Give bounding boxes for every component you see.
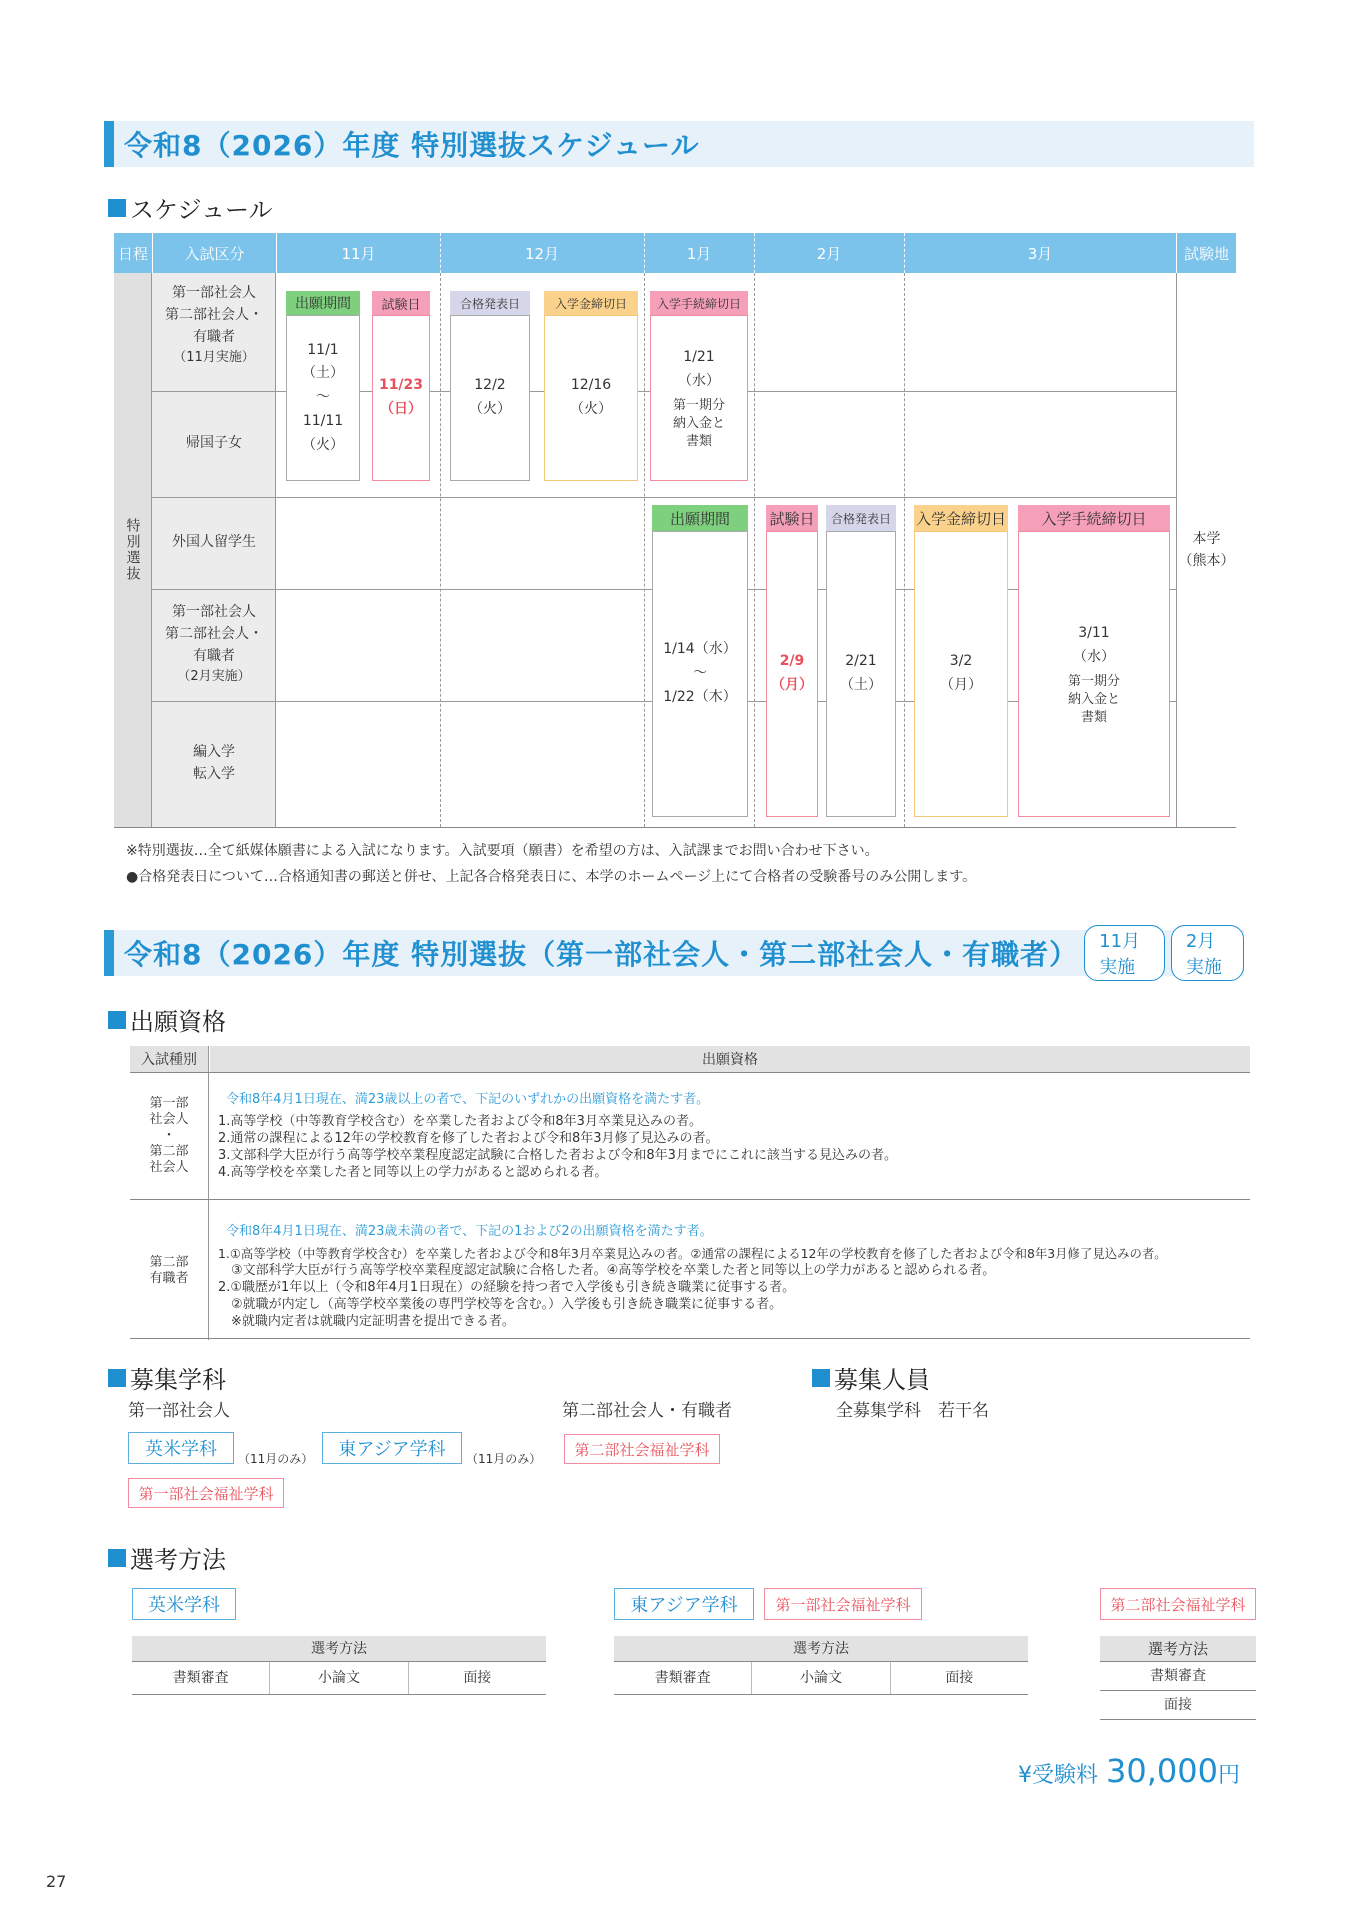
selection-table-welfare-second: 選考方法 書類審査 面接: [1100, 1636, 1256, 1720]
note-paper-application: ※特別選抜…全て紙媒体願書による入試になります。入試要項（願書）を希望の方は、入試課までお問い合わせ下さい。: [126, 843, 879, 859]
event-result-feb: 2/21 （土）: [826, 531, 896, 817]
selection-table-east-asia: 選考方法 書類審査 小論文 面接: [614, 1636, 1028, 1695]
label-result-feb: 合格発表日: [826, 505, 896, 531]
label-exam-feb: 試験日: [766, 505, 818, 531]
label-apply-feb: 出願期間: [652, 505, 748, 531]
label-fee-feb: 入学金締切日: [914, 505, 1008, 531]
label-proc-feb: 入学手続締切日: [1018, 505, 1170, 531]
qual-type-first: 第一部 社会人 ・ 第二部 社会人: [149, 1096, 189, 1175]
event-exam-feb: 2/9 （月）: [766, 531, 818, 817]
sel-tag-east-asia: 東アジア学科: [614, 1588, 754, 1620]
dept-note-east-asia: （11月のみ）: [466, 1452, 542, 1466]
row-label-returnee: 帰国子女: [186, 435, 242, 452]
sel-tag-welfare-first: 第一部社会福祉学科: [764, 1588, 922, 1620]
capacity-text: 全募集学科 若干名: [836, 1401, 989, 1421]
schedule-table: [114, 233, 1236, 827]
row-label-transfer: 編入学 転入学: [193, 744, 235, 782]
header-jan: 1月: [644, 233, 754, 273]
bullet-square-icon: [108, 1369, 126, 1387]
proc-note-nov: 第一期分 納入金と 書類: [672, 398, 725, 449]
schedule-heading: スケジュール: [108, 190, 273, 225]
event-apply-nov: 11/1 （土） 〜 11/11 （火）: [286, 315, 360, 481]
event-fee-feb: 3/2 （月）: [914, 531, 1008, 817]
event-proc-nov: 1/21 （水） 第一期分 納入金と 書類: [650, 315, 748, 481]
selection-table-eibei: 選考方法 書類審査 小論文 面接: [132, 1636, 546, 1695]
pill-november: 11月実施: [1084, 925, 1165, 981]
page-number: 27: [46, 1872, 67, 1891]
qualification-heading: 出願資格: [108, 1002, 226, 1037]
qual-type-second: 第二部 有職者: [149, 1255, 189, 1286]
bullet-square-icon: [108, 199, 126, 217]
qual-col-qualification: 出願資格: [210, 1046, 1250, 1072]
row-label-intl: 外国人留学生: [172, 534, 256, 551]
header-dec: 12月: [440, 233, 644, 273]
capacity-heading: 募集人員: [812, 1360, 930, 1395]
event-apply-feb: 1/14（水） 〜 1/22（木）: [652, 531, 748, 817]
event-result-nov: 12/2 （火）: [450, 315, 530, 481]
sel-tag-eibei: 英米学科: [132, 1588, 236, 1620]
dept-tag-welfare-first: 第一部社会福祉学科: [128, 1478, 284, 1508]
bullet-square-icon: [108, 1549, 126, 1567]
bullet-square-icon: [108, 1011, 126, 1029]
label-proc-nov: 入学手続締切日: [650, 291, 748, 315]
header-location: 試験地: [1176, 233, 1236, 273]
label-apply-nov: 出願期間: [286, 291, 360, 315]
qual-col-type: 入試種別: [130, 1046, 208, 1072]
proc-note-feb: 第一期分 納入金と 書類: [1067, 674, 1120, 725]
label-exam-nov: 試験日: [372, 291, 430, 315]
side-label: 特別選抜: [124, 518, 141, 582]
note-result-announcement: ●合格発表日について…合格通知書の郵送と併せ、上記各合格発表日に、本学のホームページ上にて合格者の受験番号のみ公開します。: [126, 869, 977, 885]
header-schedule: 日程: [114, 233, 152, 273]
row-label-feb: 第一部社会人 第二部社会人・ 有職者 （2月実施）: [165, 604, 263, 685]
location-cell: 本学 （熊本）: [1176, 273, 1236, 827]
qual-detail-second: 令和8年4月1日現在、満23歳未満の者で、下記の1および2の出願資格を満たす者。 1.①高等学校（中等教育学校含む）を卒業した者および令和8年3月卒業見込みの者。②通常の課程による12年の学校教育を修了した者および令和8年3月修了見込みの者。 ③文部科学大臣が行う高等学校卒業程度認定試験に合格した者。④高等学校を卒業した者と同等以上の学力があると認められる者。 2.①職歴が1年以上（令和8年4月1日現在）の経験を持つ者で入学後も引き続き職業に従事する者。 ②就職が内定し（高等学校卒業後の専門学校等を含む。）入学後も引き続き職業に従事する者。 ※就職内定者は就職内定証明書を提出できる者。: [218, 1224, 1167, 1329]
section-title-schedule: 令和8（2026）年度 特別選抜スケジュール: [104, 121, 1254, 167]
label-result-nov: 合格発表日: [450, 291, 530, 315]
department-heading: 募集学科: [108, 1360, 226, 1395]
header-category: 入試区分: [152, 233, 276, 273]
side-label-column: [114, 273, 152, 827]
label-fee-nov: 入学金締切日: [544, 291, 638, 315]
header-mar: 3月: [904, 233, 1176, 273]
event-fee-nov: 12/16 （火）: [544, 315, 638, 481]
qualification-table: [130, 1046, 1250, 1340]
section-title-special: 令和8（2026）年度 特別選抜（第一部社会人・第二部社会人・有職者） 11月実施 2月実施: [104, 930, 1244, 976]
selection-heading: 選考方法: [108, 1540, 226, 1575]
dept-group-second: 第二部社会人・有職者: [562, 1401, 732, 1421]
event-exam-nov: 11/23 （日）: [372, 315, 430, 481]
dept-note-eibei: （11月のみ）: [238, 1452, 314, 1466]
dept-group-first: 第一部社会人: [128, 1401, 230, 1421]
header-nov: 11月: [276, 233, 440, 273]
dept-tag-welfare-second: 第二部社会福祉学科: [564, 1434, 720, 1464]
qual-detail-first: 令和8年4月1日現在、満23歳以上の者で、下記のいずれかの出願資格を満たす者。 1.高等学校（中等教育学校含む）を卒業した者および令和8年3月卒業見込みの者。 2.通常の課程による12年の学校教育を修了した者および令和8年3月修了見込みの者。 3.文部科学大臣が行う高等学校卒業程度認定試験に合格した者および令和8年3月までにこれに該当する見込みの者。 4.高等学校を卒業した者と同等以上の学力があると認められる者。: [218, 1092, 897, 1180]
pill-february: 2月実施: [1171, 925, 1244, 981]
row-label-nov: 第一部社会人 第二部社会人・ 有職者 （11月実施）: [165, 285, 263, 366]
exam-fee: ¥受験料 30,000 円: [1018, 1752, 1240, 1790]
event-proc-feb: 3/11 （水） 第一期分 納入金と 書類: [1018, 531, 1170, 817]
header-feb: 2月: [754, 233, 904, 273]
sel-tag-welfare-second: 第二部社会福祉学科: [1100, 1588, 1256, 1620]
bullet-square-icon: [812, 1369, 830, 1387]
dept-tag-eibei: 英米学科: [128, 1432, 234, 1464]
dept-tag-east-asia: 東アジア学科: [322, 1432, 462, 1464]
